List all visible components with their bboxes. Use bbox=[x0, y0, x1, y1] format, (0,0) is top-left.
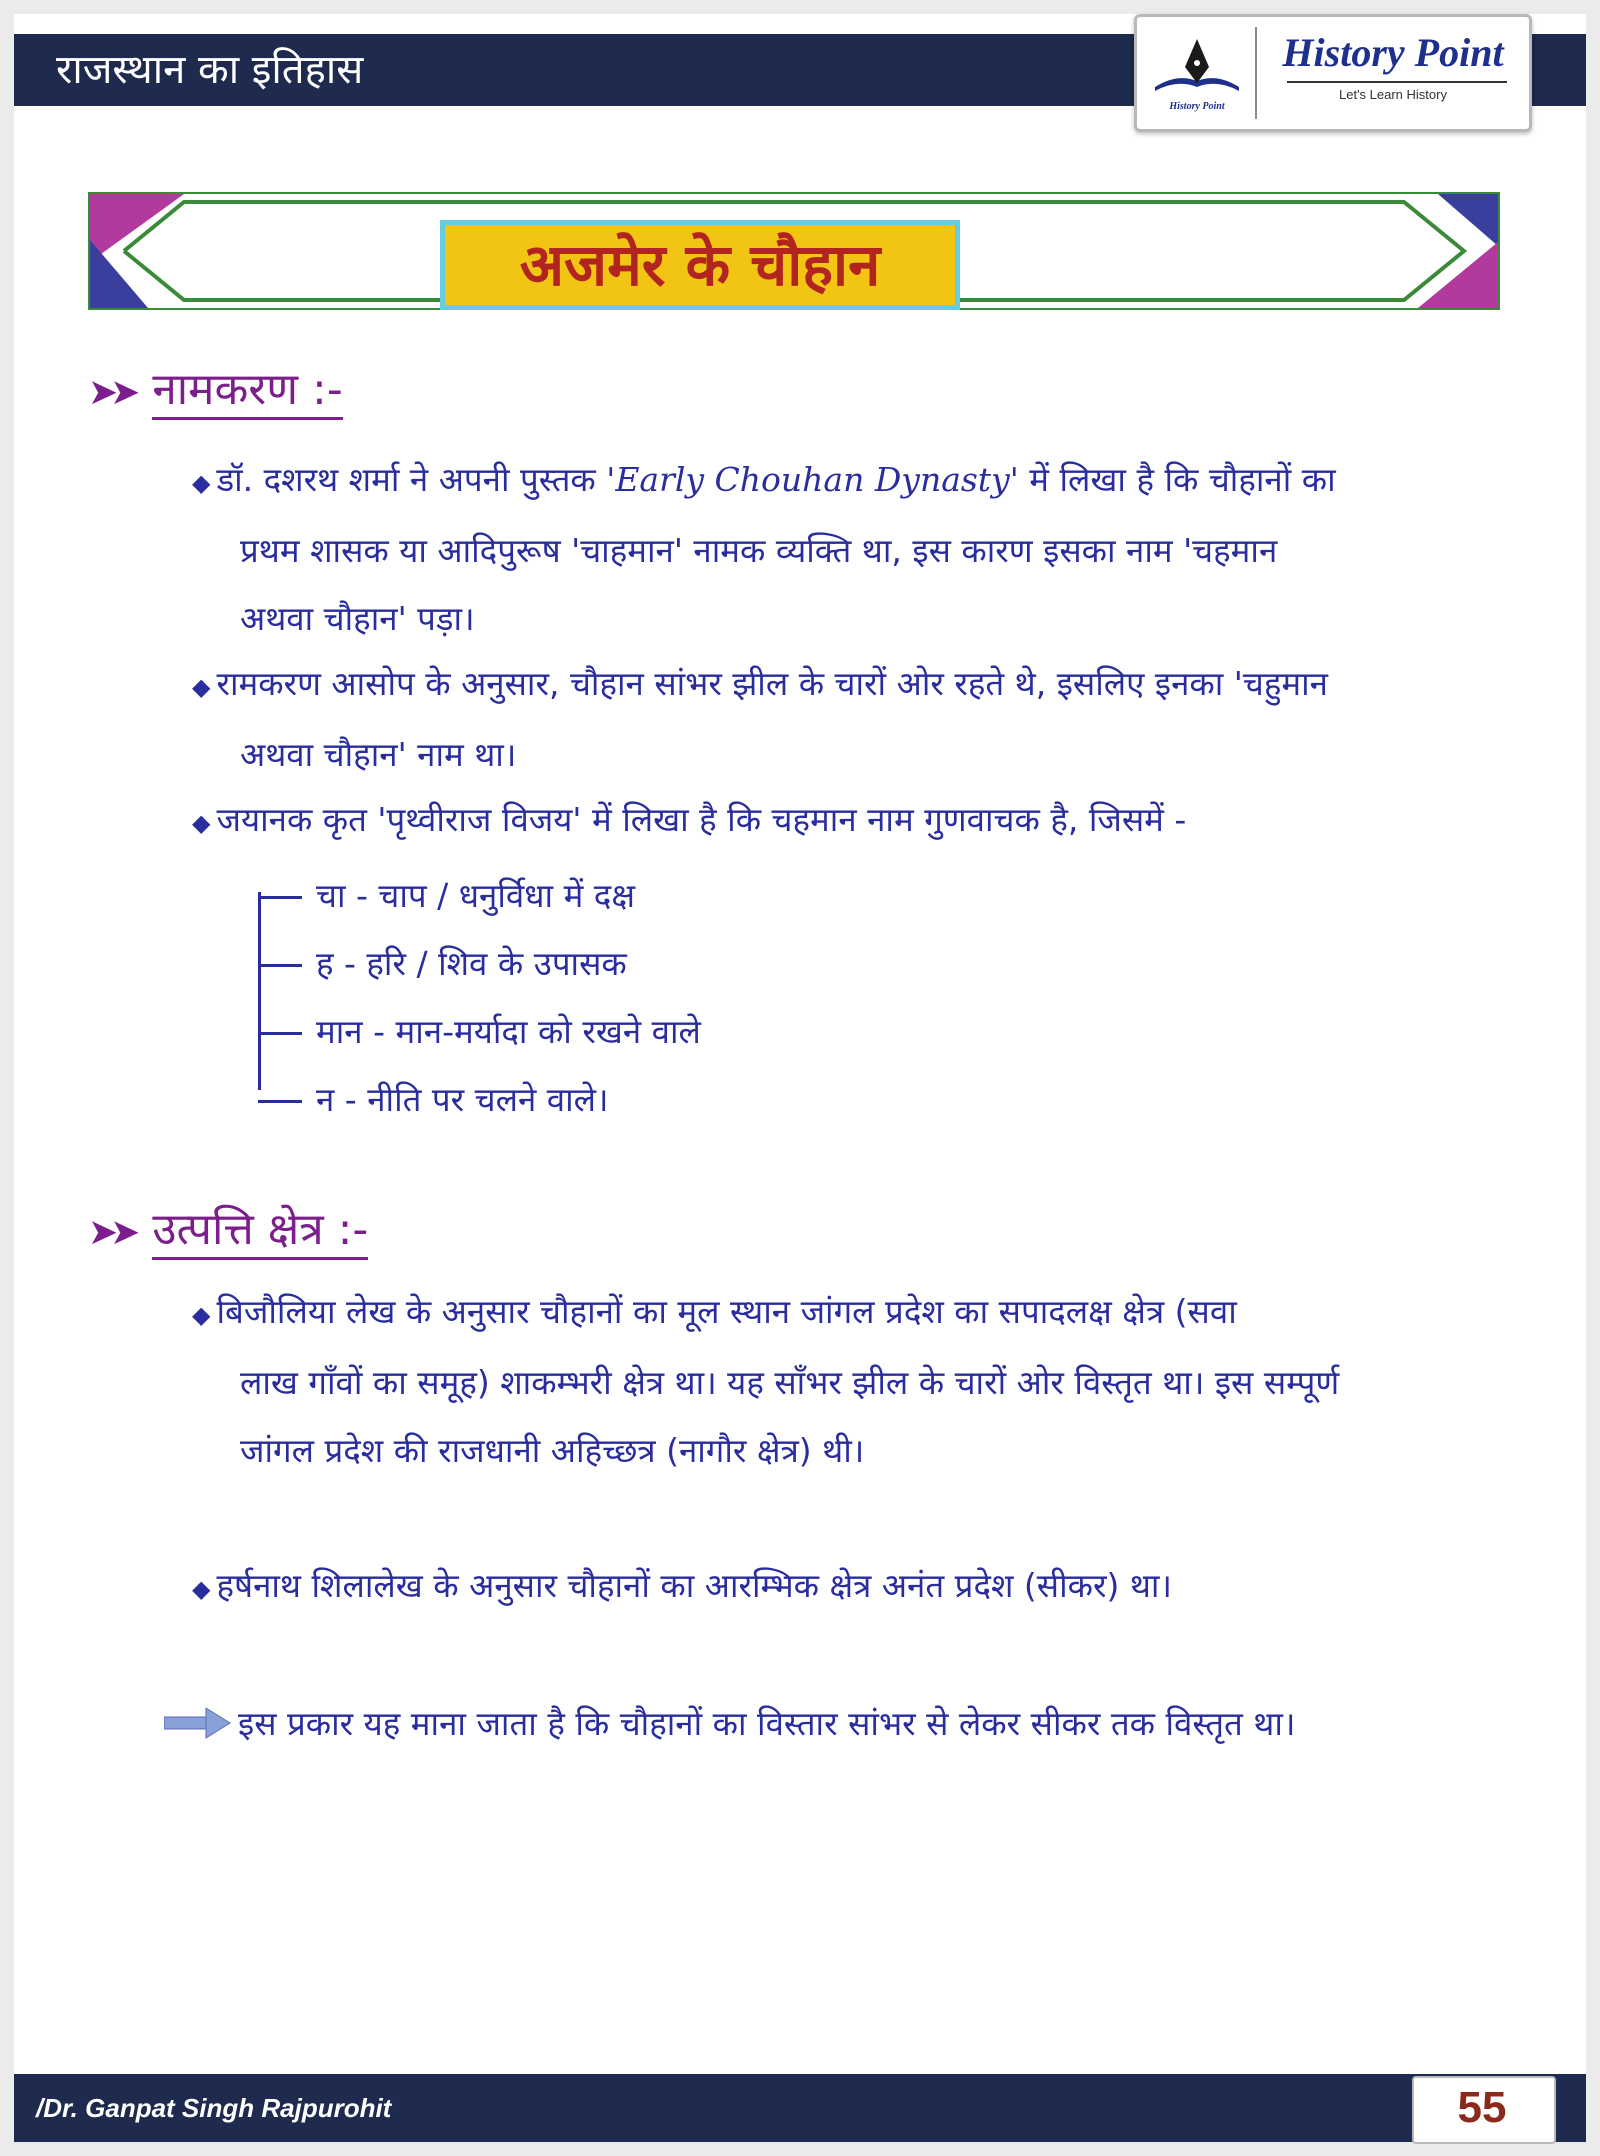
tree-item: मान - मान-मर्यादा को रखने वाले bbox=[258, 998, 701, 1066]
diamond-bullet-icon: ◆ bbox=[192, 469, 211, 497]
bullet-line: लाख गाँवों का समूह) शाकम्भरी क्षेत्र था। यह साँभर झील के चारों ओर विस्तृत था। इस सम्पूर्ण bbox=[240, 1363, 1340, 1402]
bullet-line: अथवा चौहान' पड़ा। bbox=[240, 599, 475, 638]
tree-item: चा - चाप / धनुर्विधा में दक्ष bbox=[258, 862, 635, 930]
bullet-text: रामकरण आसोप के अनुसार, चौहान सांभर झील के चारों ओर रहते थे, इसलिए इनका 'चहुमान bbox=[216, 664, 1328, 703]
bullet-naming-3 bbox=[192, 786, 1522, 857]
section-heading-origin bbox=[88, 1200, 368, 1260]
conclusion-text: इस प्रकार यह माना जाता है कि चौहानों का विस्तार सांभर से लेकर सीकर तक विस्तृत था। bbox=[238, 1704, 1296, 1743]
section-heading-naming bbox=[88, 360, 343, 420]
double-arrow-icon: ➤➤ bbox=[88, 1212, 133, 1253]
bullet-text: हर्षनाथ शिलालेख के अनुसार चौहानों का आरम्भिक क्षेत्र अनंत प्रदेश (सीकर) था। bbox=[216, 1566, 1172, 1605]
page bbox=[14, 14, 1586, 2142]
bullet-line bbox=[192, 446, 1522, 517]
right-arrow-icon bbox=[164, 1706, 232, 1740]
bullet-text: में लिखा है कि चौहानों का bbox=[1018, 460, 1336, 499]
logo bbox=[1134, 14, 1532, 132]
section-heading-text: उत्पत्ति क्षेत्र :- bbox=[152, 1204, 368, 1260]
bullet-origin-1 bbox=[192, 1278, 1522, 1485]
bullet-naming-2 bbox=[192, 650, 1522, 789]
page-title: अजमेर के चौहान bbox=[519, 231, 881, 299]
diamond-bullet-icon: ◆ bbox=[192, 1301, 211, 1329]
book-title: 'Early Chouhan Dynasty' bbox=[606, 460, 1019, 499]
diamond-bullet-icon: ◆ bbox=[192, 809, 211, 837]
bullet-line bbox=[192, 1278, 1522, 1349]
logo-mark-text: History Point bbox=[1169, 101, 1225, 112]
bullet-line bbox=[192, 1552, 1522, 1623]
tree-item: न - नीति पर चलने वाले। bbox=[258, 1066, 609, 1134]
bullet-line: जांगल प्रदेश की राजधानी अहिच्छत्र (नागौर क्षेत्र) थी। bbox=[240, 1431, 865, 1470]
tree-item: ह - हरि / शिव के उपासक bbox=[258, 930, 627, 998]
bullet-line bbox=[192, 650, 1522, 721]
page-number: 55 bbox=[1457, 2083, 1507, 2132]
logo-rule bbox=[1287, 81, 1507, 83]
footer-author: /Dr. Ganpat Singh Rajpurohit bbox=[36, 2093, 392, 2123]
pen-nib-logo-icon bbox=[1147, 31, 1247, 117]
header-title: राजस्थान का इतिहास bbox=[56, 47, 364, 93]
bullet-text: जयानक कृत 'पृथ्वीराज विजय' में लिखा है कि चहमान नाम गुणवाचक है, जिसमें - bbox=[216, 800, 1187, 839]
bullet-line bbox=[192, 786, 1522, 857]
bullet-text: डॉ. दशरथ शर्मा ने अपनी पुस्तक bbox=[216, 460, 607, 499]
bullet-line: प्रथम शासक या आदिपुरूष 'चाहमान' नामक व्यक्ति था, इस कारण इसका नाम 'चहमान bbox=[240, 531, 1278, 570]
name-etymology-tree bbox=[258, 862, 958, 1132]
bullet-naming-1 bbox=[192, 446, 1522, 653]
diamond-bullet-icon: ◆ bbox=[192, 1575, 211, 1603]
diamond-bullet-icon: ◆ bbox=[192, 673, 211, 701]
bullet-line: अथवा चौहान' नाम था। bbox=[240, 735, 517, 774]
logo-tagline: Let's Learn History bbox=[1339, 87, 1447, 102]
bullet-text: बिजौलिया लेख के अनुसार चौहानों का मूल स्थान जांगल प्रदेश का सपादलक्ष क्षेत्र (सवा bbox=[216, 1292, 1237, 1331]
logo-divider bbox=[1255, 27, 1257, 119]
double-arrow-icon: ➤➤ bbox=[88, 372, 133, 413]
logo-name: History Point bbox=[1282, 30, 1504, 75]
section-heading-text: नामकरण :- bbox=[152, 364, 342, 420]
bullet-origin-2 bbox=[192, 1552, 1522, 1623]
